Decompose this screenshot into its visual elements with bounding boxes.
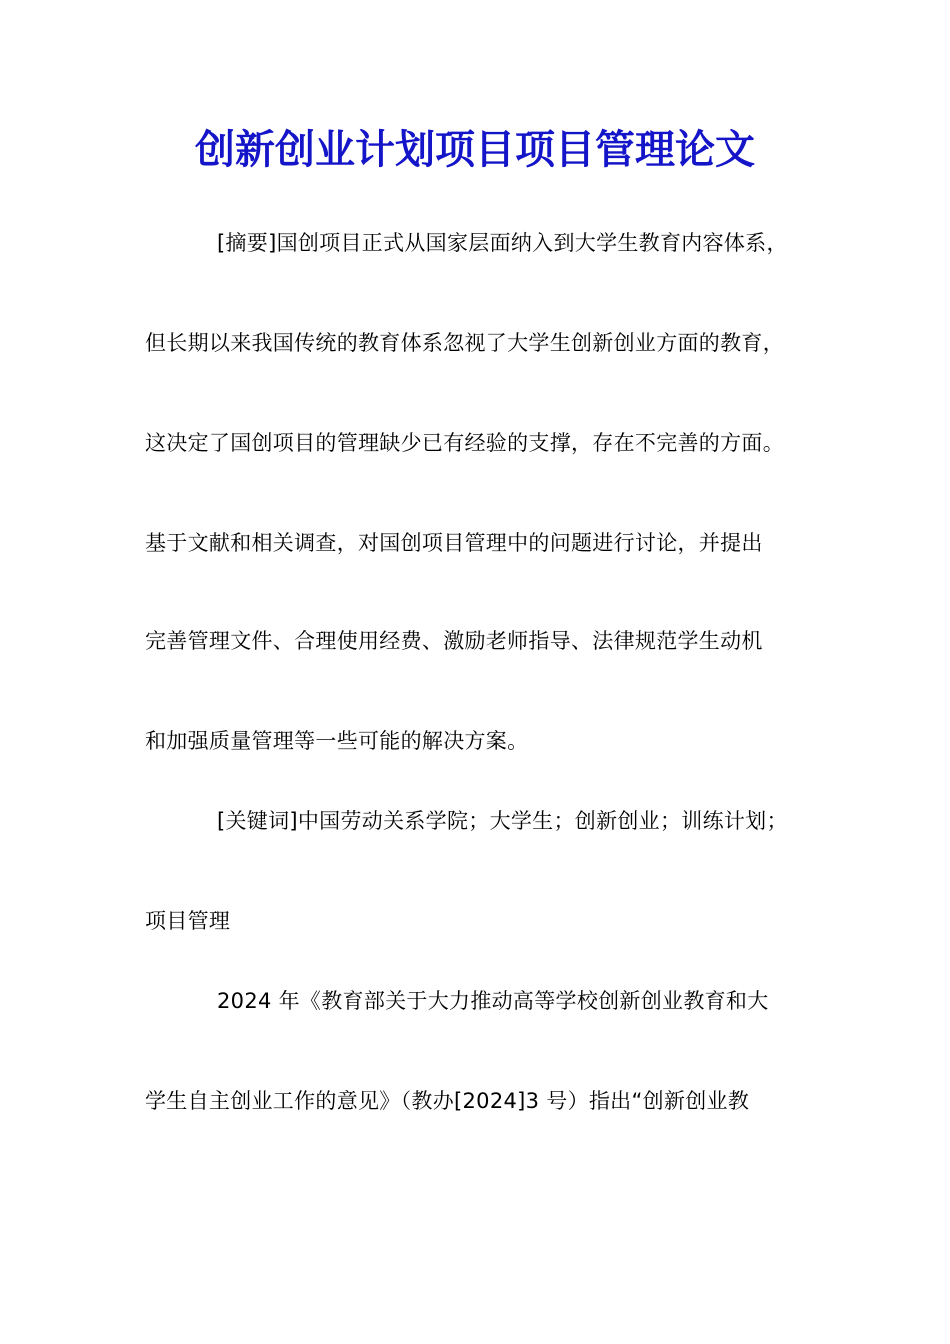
abstract-line-5: 完善管理文件、合理使用经费、激励老师指导、法律规范学生动机: [145, 629, 763, 653]
abstract-line-1: [摘要]国创项目正式从国家层面纳入到大学生教育内容体系，: [217, 231, 788, 255]
abstract-line-2: 但长期以来我国传统的教育体系忽视了大学生创新创业方面的教育，: [145, 331, 784, 355]
keywords-line-1: [关键词]中国劳动关系学院；大学生；创新创业；训练计划；: [217, 809, 788, 833]
keywords-line-2: 项目管理: [145, 909, 231, 933]
document-title: 创新创业计划项目项目管理论文: [195, 126, 755, 173]
abstract-line-4: 基于文献和相关调查，对国创项目管理中的问题进行讨论，并提出: [145, 531, 763, 555]
body-line-2: 学生自主创业工作的意见》（教办[2024]3 号）指出“创新创业教: [145, 1089, 750, 1113]
abstract-line-3: 这决定了国创项目的管理缺少已有经验的支撑，存在不完善的方面。: [145, 431, 784, 455]
body-line-1: 2024 年《教育部关于大力推动高等学校创新创业教育和大: [217, 989, 769, 1013]
abstract-line-6: 和加强质量管理等一些可能的解决方案。: [145, 729, 529, 753]
